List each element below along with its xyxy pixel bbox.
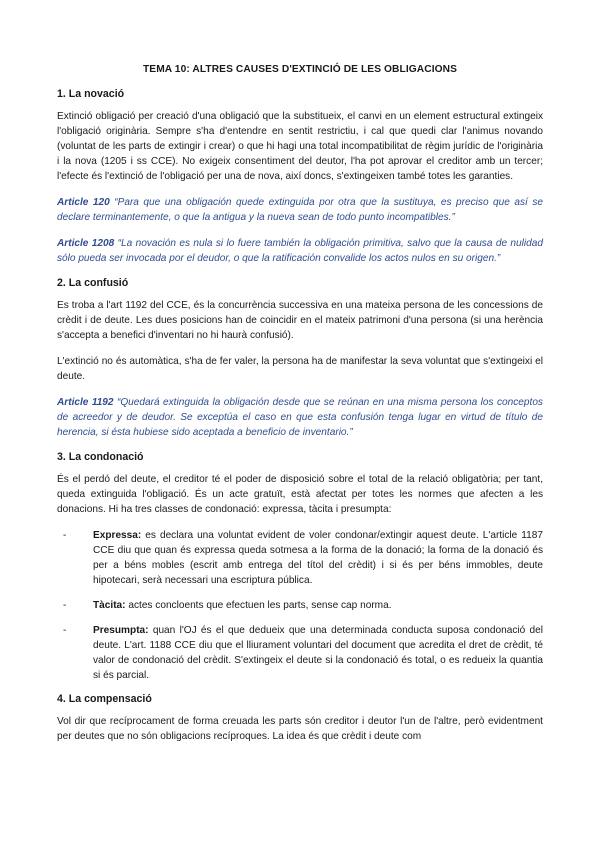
confusio-paragraph-1: Es troba a l'art 1192 del CCE, és la concurrència successiva en una mateixa persona de les concessions de crèdit i de deute. Les dues posicions han de coincidir en el mateix patrimoni d'una persona (si una herència s'accepta a benefici d'inventari no hi haurà confusió). — [57, 300, 543, 341]
quote-text: “Quedará extinguida la obligación desde que se reúnan en una misma persona los conceptos de acreedor y de deudor. Se exceptúa el caso en que esta confusión tenga lugar en virtud de título de herencia, si ésta hubiese sido aceptada a beneficio de inventario.” — [57, 397, 543, 438]
list-item — [57, 598, 543, 613]
novacio-quote-article-120 — [57, 195, 543, 225]
list-dash: - — [63, 625, 67, 636]
section-heading-condonacio: 3. La condonació — [57, 451, 144, 463]
novacio-quote-article-1208 — [57, 236, 543, 266]
condonacio-types-list — [57, 528, 543, 683]
novacio-paragraph: Extinció obligació per creació d'una obligació que la substitueix, el canvi en un element estructural extingeix l'obligació originària. Sempre s'ha d'entendre en sentit restrictiu, i cal que quedi clar l'animus novando (voluntat de les parts de extingir i crear) o que hi hagi una total incompatibilitat de règim jurídic de l'originària i la nova (1205 i ss CCE). No exigeix consentiment del deutor, l'ha pot aprovar el creditor amb un tercer; l'efecte és l'extinció de l'obligació per una de nova, així doncs, s'extingeixen també totes les garanties. — [57, 111, 543, 182]
quote-text: “Para que una obligación quede extinguida por otra que la sustituya, es preciso que así se declare terminantemente, o que la antigua y la nueva sean de todo punto incompatibles.” — [57, 197, 543, 223]
quote-text: “La novación es nula si lo fuere también la obligación primitiva, salvo que la causa de nulidad sólo pueda ser invocada por el deudor, o que la ratificación convalide los actos nulos en su origen.” — [57, 238, 543, 264]
confusio-paragraph-2: L'extinció no és automàtica, s'ha de fer valer, la persona ha de manifestar la seva voluntat que s'extingeixi el deute. — [57, 356, 543, 382]
list-item — [57, 528, 543, 588]
section-heading-confusio: 2. La confusió — [57, 277, 129, 289]
document-title: TEMA 10: ALTRES CAUSES D'EXTINCIÓ DE LES OBLIGACIONS — [142, 64, 458, 75]
section-heading-novacio: 1. La novació — [57, 88, 125, 100]
list-item-text: es declara una voluntat evident de voler condonar/extingir aquest deute. L'article 1187 CCE diu que quan és expressa queda sotmesa a la forma de la donació; la forma de la donació és per a béns mobles (escrit amb entrega del títol del crèdit) i si és per béns immobles, deute hipotecari, serà necessari una escriptura pública. — [93, 530, 543, 586]
section-heading-compensacio: 4. La compensació — [57, 693, 152, 705]
list-item-term: Expressa: — [93, 530, 142, 541]
condonacio-paragraph: És el perdó del deute, el creditor té el poder de disposició sobre el total de la relació obligatòria; per tant, queda extinguida l'obligació. És un acte gratuït, està afectat per totes les normes que afecten a les donacions. Hi ha tres classes de condonació: expressa, tàcita i presumpta: — [57, 474, 543, 515]
list-item-term: Tàcita: — [93, 600, 126, 611]
list-dash: - — [63, 530, 67, 541]
compensacio-paragraph: Vol dir que recíprocament de forma creuada les parts són creditor i deutor l'un de l'altre, però evidentment per deutes que no són obligacions recíproques. La idea és que crèdit i deute com — [57, 716, 543, 742]
list-item — [57, 623, 543, 683]
list-item-text: actes concloents que efectuen les parts, sense cap norma. — [125, 600, 392, 611]
article-label: Article 1208 — [57, 238, 115, 249]
article-label: Article 1192 — [57, 397, 114, 408]
list-dash: - — [63, 600, 67, 611]
article-label: Article 120 — [57, 197, 110, 208]
confusio-quote-article-1192 — [57, 395, 543, 440]
list-item-term: Presumpta: — [93, 625, 149, 636]
list-item-text: quan l'OJ és el que dedueix que una determinada conducta suposa condonació del deute. L'art. 1188 CCE diu que el lliurament voluntari del document que acredita el dret de crèdit, té valor de condonació del crèdit. S'extingeix el deute si la condonació és total, o es redueix la quantia si és parcial. — [93, 625, 543, 681]
